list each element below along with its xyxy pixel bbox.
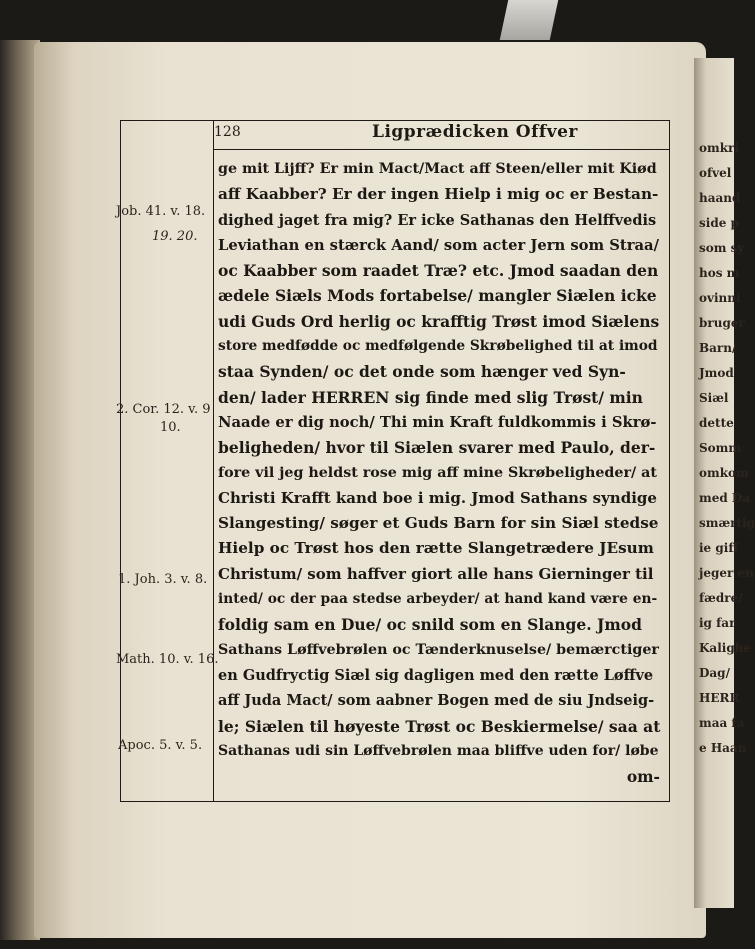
text-line: oc Kaabber som raadet Træ? etc. Jmod saadan den: [218, 261, 659, 281]
text-line: aff Juda Mact/ som aabner Bogen med de siu Jndseig-: [218, 692, 655, 710]
margin-rule: [213, 121, 214, 801]
catchword: om-: [626, 767, 660, 787]
text-line: Sathanas udi sin Løffvebrølen maa bliffve uden for/ løbe: [218, 742, 659, 759]
text-line: ædele Siæls Mods fortabelse/ mangler Siælen icke: [218, 286, 657, 306]
margin-note: Apoc. 5. v. 5.: [118, 738, 203, 753]
facing-line: dette: [699, 416, 734, 430]
text-line: den/ lader HERREN sig finde med slig Trøst/ min: [218, 387, 643, 407]
facing-line: HERR: [699, 691, 740, 705]
facing-line: ig far: [699, 616, 736, 630]
running-head: Ligprædicken Offver: [372, 122, 578, 142]
text-line: dighed jaget fra mig? Er icke Sathanas den Helffvedis: [218, 211, 657, 229]
facing-line: maa fa: [699, 716, 745, 730]
margin-note: 19. 20.: [152, 229, 198, 244]
facing-line: ovinni: [699, 291, 741, 305]
facing-line: hos m: [699, 266, 740, 280]
margin-note: 1. Joh. 3. v. 8.: [118, 572, 208, 587]
margin-note: 2. Cor. 12. v. 9: [116, 402, 211, 417]
facing-line: jeger en: [699, 566, 754, 580]
header-rule: [213, 149, 669, 150]
facing-line: fædre/: [699, 591, 743, 605]
facing-line: Somm: [699, 441, 742, 455]
facing-line: haand: [699, 191, 741, 205]
text-line: inted/ oc der paa stedse arbeyder/ at hand kand være en-: [218, 591, 658, 608]
text-line: beligheden/ hvor til Siælen svarer med Paulo, der-: [218, 438, 656, 458]
facing-page-text: [699, 136, 755, 761]
text-line: staa Synden/ oc det onde som hænger ved Syn-: [218, 362, 626, 382]
body-text: [218, 157, 660, 789]
facing-line: Siæl: [699, 391, 729, 405]
facing-line: omkom: [699, 466, 749, 480]
text-line: Christum/ som haffver giort alle hans Gierninger til: [218, 564, 654, 583]
facing-line: som sy: [699, 241, 745, 255]
text-line: Sathans Løffvebrølen oc Tænderknuselse/ bemærctiger: [218, 641, 659, 658]
facing-line: Jmod: [699, 366, 734, 380]
text-line: foldig sam en Due/ oc snild som en Slange. Jmod: [218, 615, 642, 635]
margin-note: 10.: [160, 420, 181, 435]
text-line: udi Guds Ord herlig oc krafftig Trøst imod Siælens: [218, 311, 660, 331]
facing-line: Dag/: [699, 666, 730, 680]
text-line: ge mit Lijff? Er min Mact/Mact aff Steen/eller mit Kiød: [218, 161, 657, 177]
facing-line: e Haan: [699, 741, 747, 755]
text-line: le; Siælen til høyeste Trøst oc Beskiermelse/ saa at: [218, 716, 661, 736]
text-line: Christi Krafft kand boe i mig. Jmod Sathans syndige: [218, 488, 657, 507]
text-line: Slangesting/ søger et Guds Barn for sin Siæl stedse: [218, 514, 659, 533]
facing-line: Barn/: [699, 341, 737, 355]
text-line: en Gudfryctig Siæl sig dagligen med den rætte Løffve: [218, 666, 654, 684]
text-line: store medfødde oc medfølgende Skrøbelighed til at imod: [218, 338, 658, 355]
text-line: aff Kaabber? Er der ingen Hielp i mig oc er Bestan-: [218, 185, 659, 204]
text-line: fore vil jeg heldst rose mig aff mine Skrøbeligheder/ at: [218, 464, 657, 481]
margin-note: Job. 41. v. 18.: [116, 204, 206, 219]
facing-line: smærtig: [699, 516, 755, 530]
facing-line: Kalighe: [699, 641, 752, 655]
facing-line: ie giff: [699, 541, 739, 555]
bookmark-ribbon: [500, 0, 559, 40]
text-line: Leviathan en stærck Aand/ som acter Jern som Straa/: [218, 236, 659, 254]
facing-line: omkri: [699, 141, 739, 155]
margin-note: Math. 10. v. 16.: [116, 652, 219, 667]
page-number: 128: [214, 124, 241, 140]
facing-line: med Da: [699, 491, 751, 505]
facing-line: ofvel: [699, 166, 732, 180]
facing-line: side p: [699, 216, 739, 230]
text-line: Hielp oc Trøst hos den rætte Slangetrædere JEsum: [218, 539, 654, 558]
text-line: Naade er dig noch/ Thi min Kraft fuldkommis i Skrø-: [218, 413, 657, 431]
facing-line: bruger: [699, 316, 745, 330]
